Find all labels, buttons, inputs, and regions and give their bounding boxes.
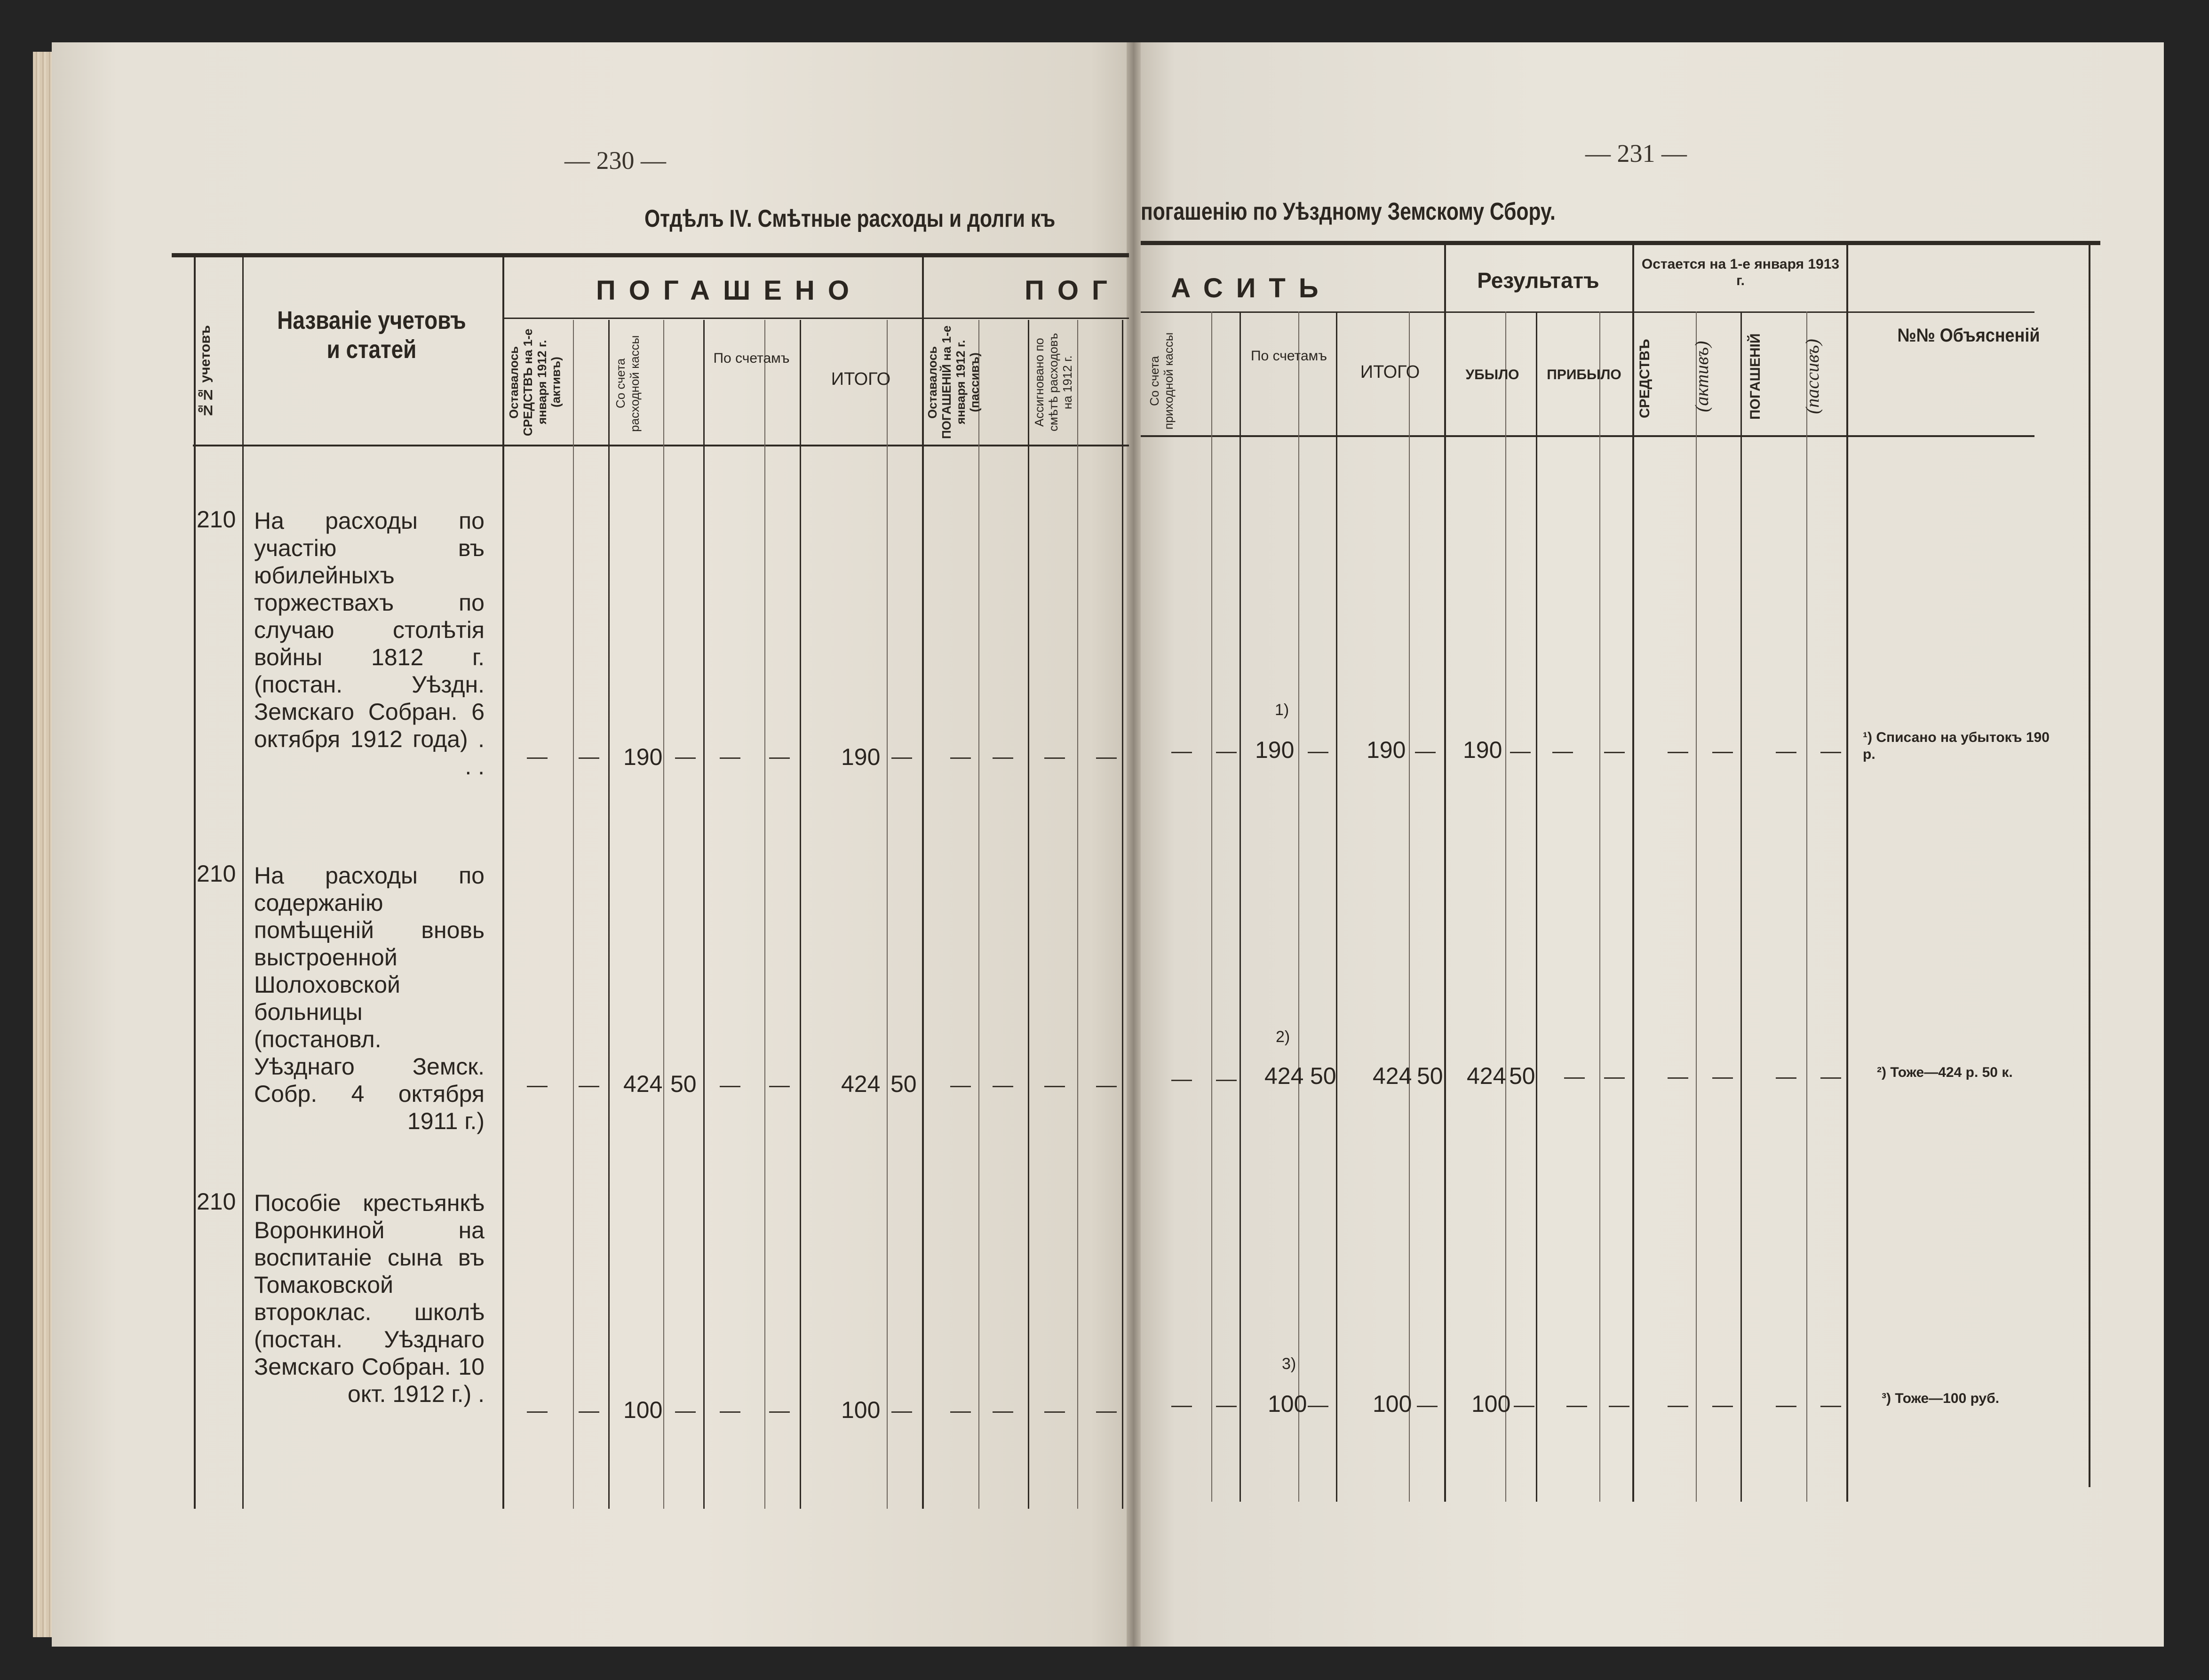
col-line (1632, 245, 1634, 1502)
row3-itogo: 100 (841, 1397, 881, 1423)
dash (1308, 752, 1328, 753)
col-line (502, 257, 504, 1509)
row2-ubylo: 424 (1467, 1063, 1506, 1089)
header-name: Названіе учетовъ и статей (277, 306, 466, 364)
dash (1044, 1411, 1065, 1413)
dash (1776, 1077, 1796, 1079)
page-number-left: — 230 — (564, 146, 666, 175)
header-ostavalos-pogashenii: Оставалось ПОГАШЕНІЙ на 1-е января 1912 г. (пассивъ) (925, 325, 982, 439)
row2-so-scheta: 424 (623, 1071, 663, 1097)
group-rule-left (503, 318, 1129, 319)
dash (527, 1086, 548, 1087)
row2-itogo-kop: 50 (890, 1071, 917, 1097)
dash (579, 1411, 599, 1413)
dash (1096, 1411, 1117, 1413)
header-po-schetam-right: По счетамъ (1250, 348, 1327, 364)
header-pogasit-right: АСИТЬ (1171, 273, 1332, 303)
col-line (1122, 320, 1123, 1509)
row2-itogo-right-kop: 50 (1417, 1063, 1443, 1089)
dash (1417, 1406, 1438, 1407)
dash (720, 1411, 740, 1413)
dash (1216, 1080, 1237, 1081)
dash (1820, 752, 1841, 753)
row2-itogo: 424 (841, 1071, 881, 1097)
dash (1096, 757, 1117, 759)
dash (1510, 752, 1531, 753)
dash (1820, 1077, 1841, 1079)
col-line (978, 320, 979, 1509)
col-line (1240, 311, 1241, 1502)
header-assignovano: Ассигновано по смѣтѣ расходовъ на 1912 г. (1032, 333, 1074, 432)
dash (1415, 752, 1436, 753)
row3-po-schetam: 100 (1268, 1391, 1307, 1417)
col-line (1336, 311, 1337, 1502)
row3-explanation: ³) Тоже—100 руб. (1882, 1391, 2000, 1406)
dash (1552, 752, 1573, 753)
dash (675, 757, 696, 759)
header-bottom-rule-right (1141, 435, 2034, 437)
row3-ubylo: 100 (1471, 1391, 1511, 1417)
dash (993, 1086, 1013, 1087)
dash (1171, 1406, 1192, 1407)
dash (1776, 1406, 1796, 1407)
col-line (608, 320, 610, 1509)
dash (1668, 1406, 1688, 1407)
header-rezultat: Результатъ (1477, 268, 1599, 293)
dash (675, 1411, 696, 1413)
page-number-right: — 231 — (1585, 139, 1687, 167)
row1-text: На расходы по участію въ юбилейныхъ торжествахъ по случаю столѣтія войны 1812 г. (постан. Уѣздн. Земскаго Собран. 6 октября 1912 года) . . . (254, 508, 485, 780)
header-itogo-left: ИТОГО (831, 369, 891, 389)
col-line (1409, 311, 1410, 1502)
dash (720, 757, 740, 759)
col-line (573, 320, 574, 1509)
header-pogashenii: ПОГАШЕНІЙ (1748, 333, 1763, 420)
dash (891, 1411, 912, 1413)
col-line (1028, 320, 1029, 1509)
header-pogasheno: ПОГАШЕНО (596, 275, 862, 306)
col-line (1740, 311, 1742, 1502)
row1-so-scheta: 190 (623, 744, 663, 770)
dash (1668, 1077, 1688, 1079)
row2-so-scheta-kop: 50 (670, 1071, 697, 1097)
dash (720, 1086, 740, 1087)
col-line (242, 257, 244, 1509)
row1-ubylo: 190 (1463, 737, 1502, 763)
row2-po-schetam: 424 (1264, 1063, 1304, 1089)
col-line (764, 320, 765, 1509)
col-line (663, 320, 664, 1509)
col-line (1444, 245, 1446, 1502)
dash (1566, 1406, 1587, 1407)
col-line (1696, 311, 1697, 1502)
col-line (1846, 245, 1848, 1502)
row3-itogo-right: 100 (1373, 1391, 1412, 1417)
dash (1604, 1077, 1625, 1079)
dash (1712, 752, 1733, 753)
dash (950, 757, 971, 759)
dash (891, 757, 912, 759)
header-ostaetsya: Остается на 1-е января 1913 г. (1641, 256, 1840, 288)
row2-explanation: ²) Тоже—424 р. 50 к. (1877, 1065, 2013, 1080)
dash (1216, 1406, 1237, 1407)
header-itogo-right: ИТОГО (1360, 362, 1420, 382)
dash (950, 1411, 971, 1413)
dash (1668, 752, 1688, 753)
group-rule-right (1141, 311, 2034, 313)
row1-account-no: 210 (197, 506, 236, 533)
col-line (703, 320, 705, 1509)
header-passiv: (пассивъ) (1802, 339, 1823, 414)
row1-explanation: ¹) Списано на убытокъ 190 р. (1863, 730, 2050, 762)
dash (1096, 1086, 1117, 1087)
col-line (2089, 245, 2090, 1487)
header-sredstv: СРЕДСТВЪ (1637, 339, 1653, 419)
dash (769, 1411, 790, 1413)
dash (527, 1411, 548, 1413)
table-top-rule-right (1141, 241, 2100, 245)
row3-text: Пособіе крестьянкѣ Воронкиной на воспитаніе сына въ Томаковской второклас. школѣ (постан. Уѣзднаго Земскаго Собран. 10 окт. 1912 г.) . (254, 1190, 485, 1407)
dash (527, 757, 548, 759)
col-line (1599, 311, 1600, 1502)
row1-itogo-right: 190 (1367, 737, 1406, 763)
table-top-rule-left (172, 253, 1129, 257)
dash (769, 1086, 790, 1087)
dash (1171, 1080, 1192, 1081)
dash (1308, 1406, 1328, 1407)
col-line (1806, 311, 1807, 1502)
dash (579, 1086, 599, 1087)
dash (1604, 752, 1625, 753)
header-ostavalos-sredstv: Оставалось СРЕДСТВЪ на 1-е января 1912 г. (активъ) (507, 328, 563, 436)
dash (1609, 1406, 1629, 1407)
row1-note-mark: 1) (1275, 701, 1289, 719)
header-so-scheta-kassy: Со счета расходной кассы (613, 335, 642, 432)
dash (1044, 757, 1065, 759)
header-pogasit-left: ПОГ (1025, 275, 1120, 306)
col-line (1077, 320, 1078, 1509)
dash (993, 1411, 1013, 1413)
row2-account-no: 210 (197, 860, 236, 887)
col-line (1505, 311, 1506, 1502)
row3-so-scheta: 100 (623, 1397, 663, 1423)
header-so-scheta-prikhodnoi: Со счета приходной кассы (1147, 332, 1176, 430)
dash (579, 757, 599, 759)
row2-po-schetam-kop: 50 (1310, 1063, 1336, 1089)
dash (993, 757, 1013, 759)
header-pribylo: ПРИБЫЛО (1547, 367, 1621, 382)
title-right: погашенію по Уѣздному Земскому Сбору. (1141, 198, 1556, 225)
row1-po-schetam: 190 (1255, 737, 1295, 763)
col-line (194, 257, 196, 1509)
header-aktiv: (активъ) (1691, 341, 1712, 412)
dash (769, 757, 790, 759)
col-line (800, 320, 801, 1509)
title-left: Отдѣлъ IV. Смѣтные расходы и долги къ (644, 205, 1056, 232)
dash (1820, 1406, 1841, 1407)
header-account-no: №№ учетовъ (198, 325, 213, 418)
dash (1712, 1077, 1733, 1079)
col-line (1536, 311, 1537, 1502)
header-obyasnenii: №№ Объясненій (1897, 325, 2040, 346)
row2-itogo-right: 424 (1373, 1063, 1412, 1089)
header-ubylo: УБЫЛО (1465, 367, 1519, 382)
dash (1216, 752, 1237, 753)
dash (950, 1086, 971, 1087)
dash (1514, 1406, 1534, 1407)
row3-note-mark: 3) (1282, 1355, 1296, 1373)
dash (1564, 1077, 1585, 1079)
col-line (1211, 311, 1212, 1502)
col-line (1298, 311, 1299, 1502)
col-line (922, 257, 924, 1509)
col-line (887, 320, 888, 1509)
dash (1776, 752, 1796, 753)
dash (1044, 1086, 1065, 1087)
row2-text: На расходы по содержанію помѣщеній вновь выстроенной Шолоховской больницы (постановл. Уѣзднаго Земск. Собр. 4 октября 1911 г.) (254, 862, 485, 1134)
row1-itogo: 190 (841, 744, 881, 770)
row2-ubylo-kop: 50 (1509, 1063, 1535, 1089)
row2-note-mark: 2) (1276, 1028, 1290, 1046)
dash (1712, 1406, 1733, 1407)
dash (1171, 752, 1192, 753)
header-bottom-rule-left (193, 445, 1129, 446)
header-po-schetam: По счетамъ (713, 350, 790, 366)
row3-account-no: 210 (197, 1188, 236, 1215)
